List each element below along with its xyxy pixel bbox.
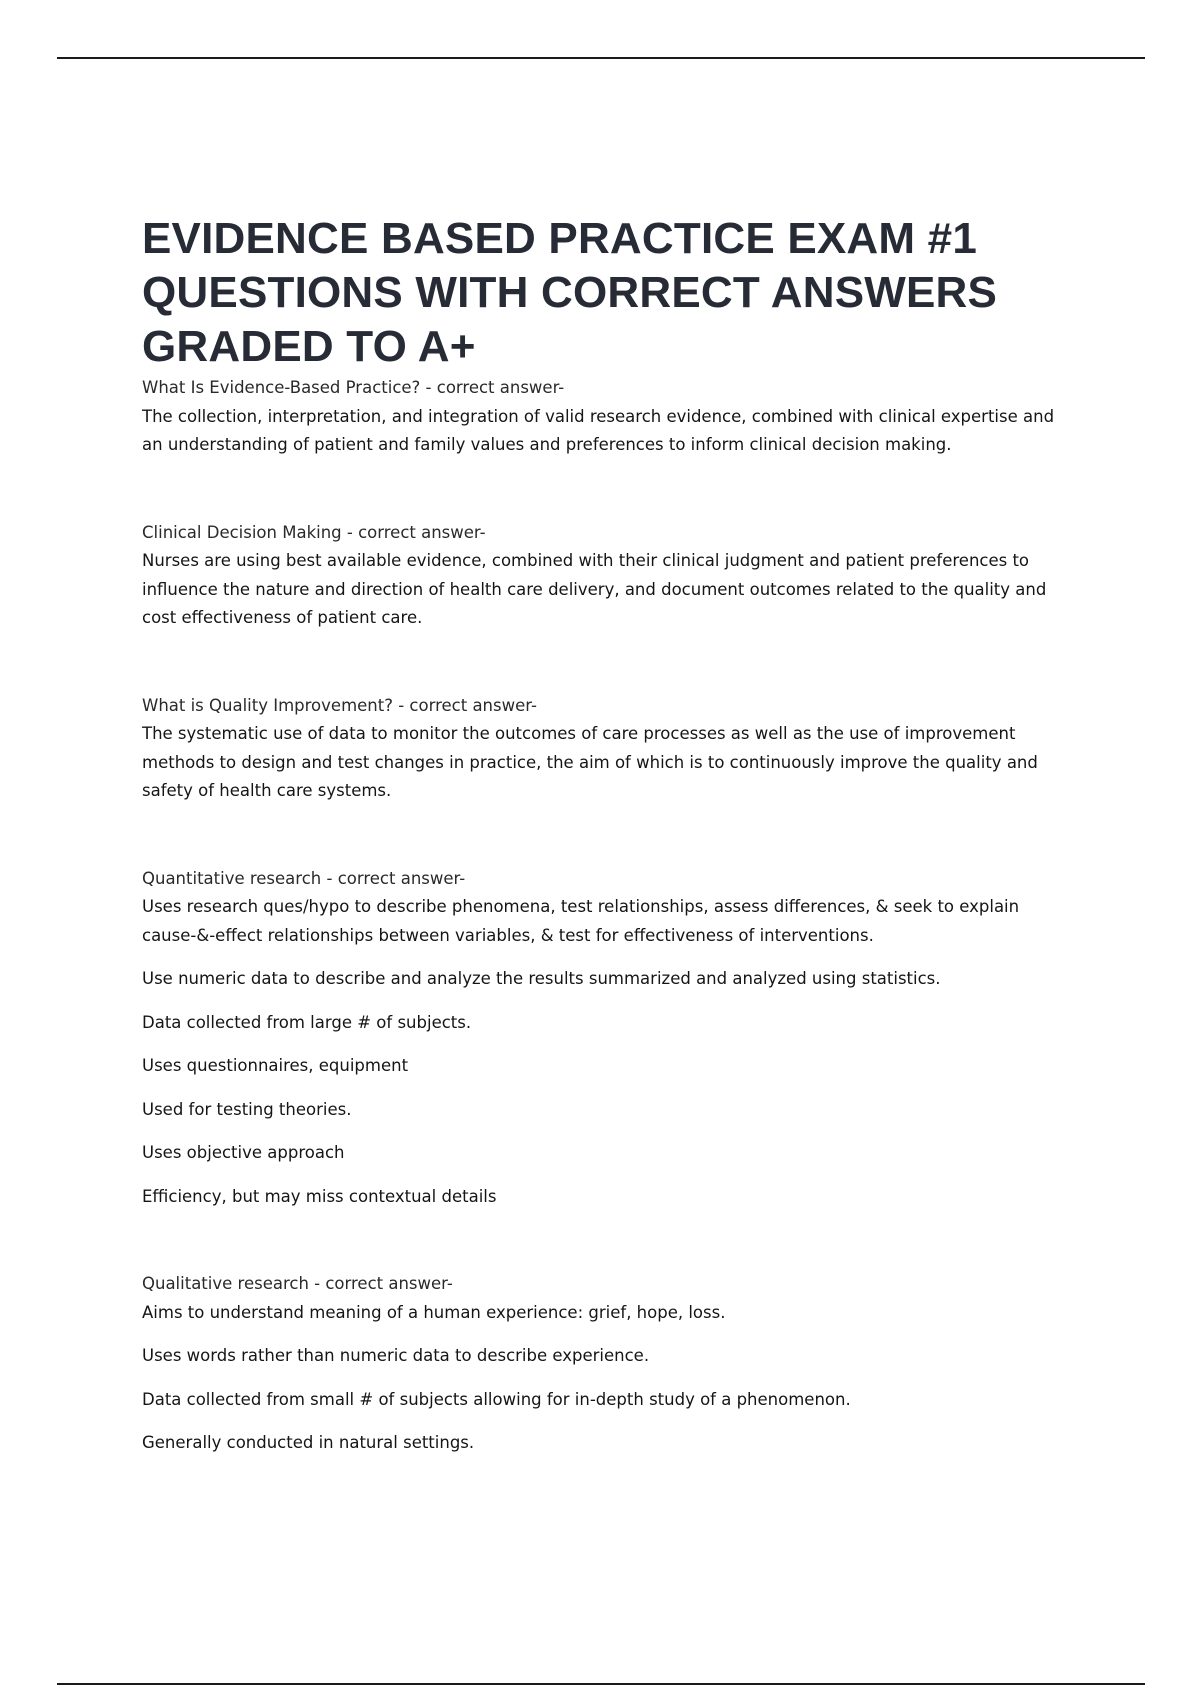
answer-detail: Uses questionnaires, equipment [142,1056,409,1075]
qa-entry-evidence-based-practice [142,374,1072,460]
qa-entry-quantitative-research [142,865,1072,1212]
answer-detail: Uses words rather than numeric data to describe experience. [142,1346,650,1365]
answer-text: Aims to understand meaning of a human experience: grief, hope, loss. [142,1302,726,1322]
title-line: EVIDENCE BASED PRACTICE EXAM #1 [142,214,978,263]
answer-text: The systematic use of data to monitor the outcomes of care processes as well as the use of improvement methods to design and test changes in practice, the aim of which is to continuously improve the quality and safety of health care systems. [142,724,1038,800]
qa-entry-clinical-decision-making [142,519,1072,633]
document-title [142,212,1072,374]
question-text: What is Quality Improvement? - correct answer- [142,695,537,715]
answer-detail: Efficiency, but may miss contextual details [142,1186,497,1206]
answer-text: The collection, interpretation, and integration of valid research evidence, combined with clinical expertise and an understanding of patient and family values and preferences to inform clinical decision making. [142,406,1055,454]
answer-detail: Use numeric data to describe and analyze the results summarized and analyzed using statistics. [142,969,941,988]
question-text: Clinical Decision Making - correct answer- [142,522,486,542]
answer-detail: Data collected from small # of subjects allowing for in-depth study of a phenomenon. [142,1389,851,1409]
answer-text: Uses research ques/hypo to describe phenomena, test relationships, assess differences, & seek to explain cause-&-effect relationships between variables, & test for effectiveness of interventions. [142,897,1020,945]
answer-detail: Generally conducted in natural settings. [142,1433,475,1452]
question-text: Quantitative research - correct answer- [142,868,466,888]
title-line: GRADED TO A+ [142,322,476,371]
question-text: What Is Evidence-Based Practice? - correct answer- [142,378,565,397]
title-line: QUESTIONS WITH CORRECT ANSWERS [142,268,998,317]
qa-entry-qualitative-research [142,1270,1072,1458]
qa-entry-quality-improvement [142,692,1072,806]
document-body [142,212,1072,1458]
answer-detail: Used for testing theories. [142,1099,352,1119]
answer-detail: Uses objective approach [142,1143,345,1162]
answer-detail: Data collected from large # of subjects. [142,1012,472,1032]
bottom-rule [57,1683,1145,1685]
question-text: Qualitative research - correct answer- [142,1274,453,1293]
top-rule [57,57,1145,59]
answer-text: Nurses are using best available evidence, combined with their clinical judgment and patient preferences to influence the nature and direction of health care delivery, and document outcomes related to the quality and cost effectiveness of patient care. [142,551,1047,627]
